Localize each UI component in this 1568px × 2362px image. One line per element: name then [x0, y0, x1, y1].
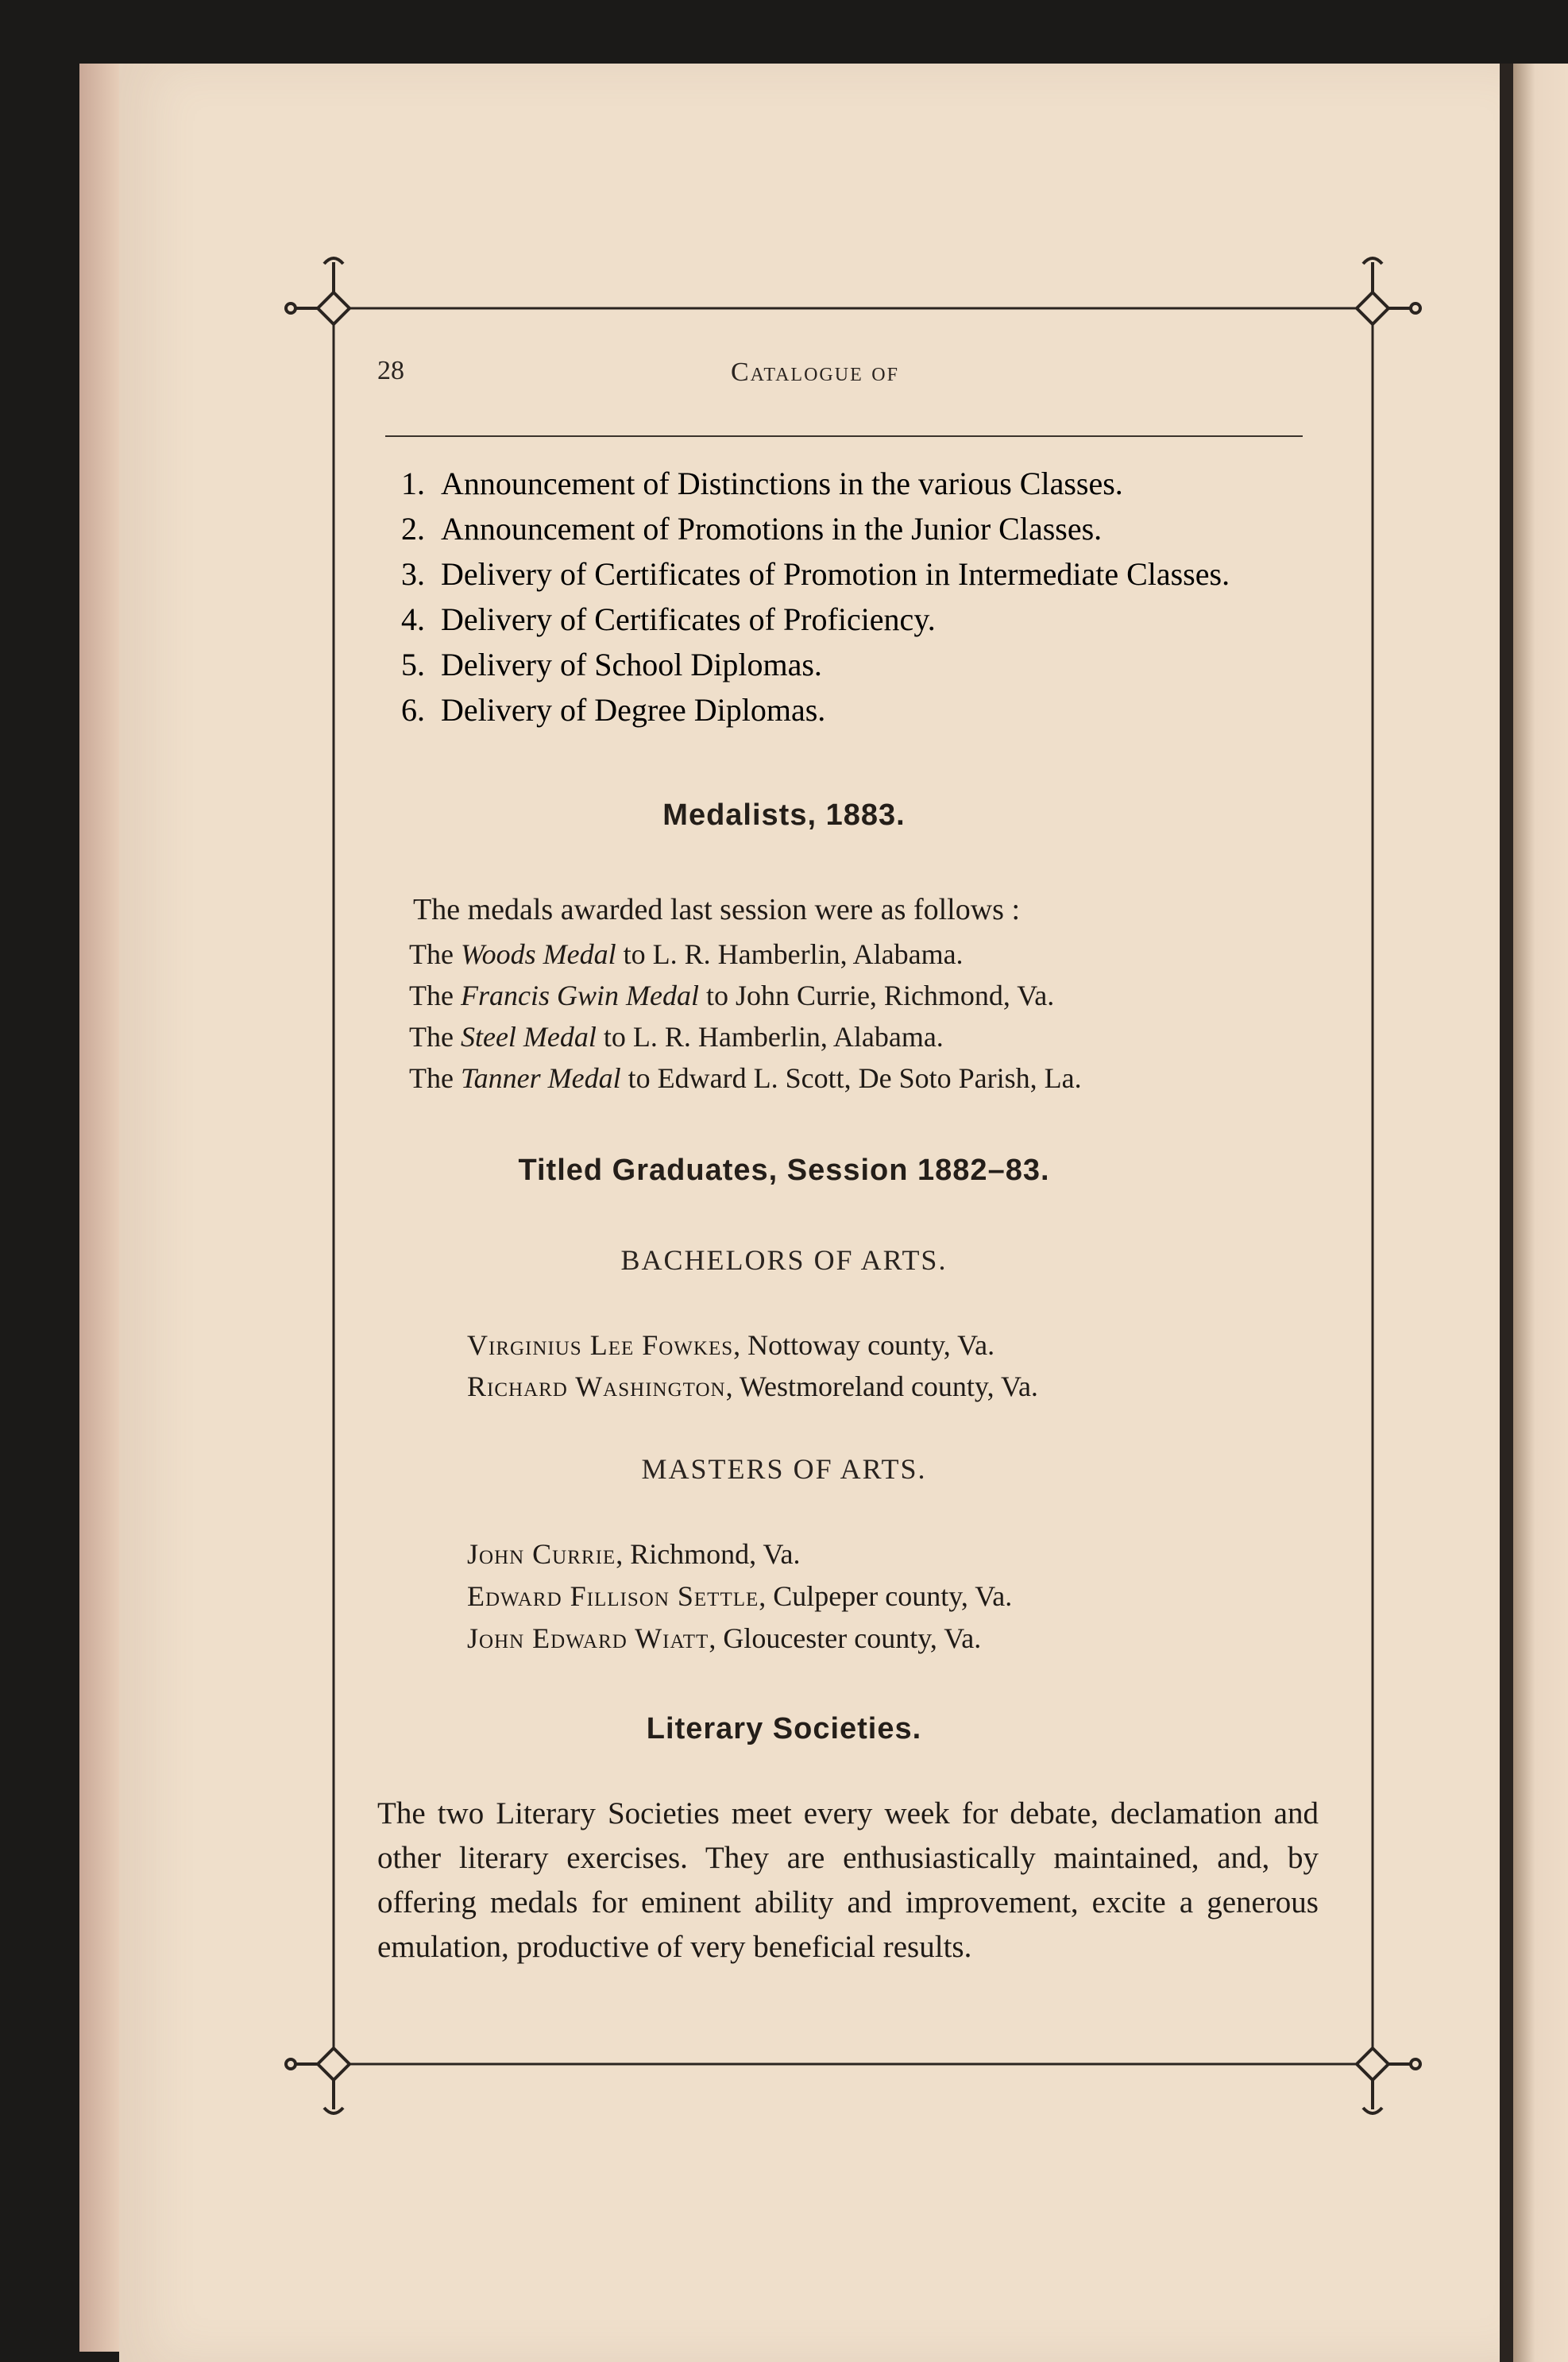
- masters-heading: MASTERS OF ARTS.: [641, 1453, 927, 1485]
- list-item: 6. Delivery of Degree Diplomas.: [401, 692, 826, 728]
- running-head: Catalogue of: [731, 358, 899, 387]
- page-number: 28: [377, 356, 404, 385]
- list-item: 2. Announcement of Promotions in the Junior Classes.: [401, 511, 1103, 547]
- graduate-entry: Virginius Lee Fowkes, Nottoway county, Va.: [467, 1329, 995, 1361]
- list-item: 1. Announcement of Distinctions in the various Classes.: [401, 466, 1123, 501]
- graduates-heading: Titled Graduates, Session 1882–83.: [518, 1154, 1050, 1187]
- bachelors-heading: BACHELORS OF ARTS.: [620, 1244, 948, 1276]
- medalists-intro: The medals awarded last session were as follows :: [413, 893, 1021, 926]
- graduate-entry: John Edward Wiatt, Gloucester county, Va.: [467, 1622, 982, 1654]
- literary-heading: Literary Societies.: [646, 1712, 922, 1745]
- list-item: 3. Delivery of Certificates of Promotion in Intermediate Classes.: [401, 556, 1230, 592]
- graduate-entry: Edward Fillison Settle, Culpeper county, Va.: [467, 1580, 1013, 1612]
- literary-paragraph: The two Literary Societies meet every week for debate, declamation and other literary exercises. They are enthusiastically maintained, and, by offering medals for eminent ability and improvement, excite a generous emulation, productive of very beneficial results.: [377, 1796, 1319, 1964]
- medal-line: The Tanner Medal to Edward L. Scott, De Soto Parish, La.: [409, 1062, 1082, 1094]
- medal-line: The Woods Medal to L. R. Hamberlin, Alabama.: [409, 938, 964, 970]
- corner-ornament-top-right: [1357, 258, 1420, 324]
- graduate-entry: Richard Washington, Westmoreland county, Va.: [467, 1370, 1038, 1402]
- medal-line: The Steel Medal to L. R. Hamberlin, Alabama.: [409, 1021, 944, 1053]
- header-rule: [385, 435, 1303, 437]
- list-item: 5. Delivery of School Diplomas.: [401, 647, 822, 682]
- corner-ornament-top-left: [286, 258, 350, 324]
- list-item: 4. Delivery of Certificates of Proficiency.: [401, 601, 936, 637]
- medal-line: The Francis Gwin Medal to John Currie, Richmond, Va.: [409, 980, 1055, 1011]
- page-header: [377, 356, 1299, 404]
- medalists-heading: Medalists, 1883.: [662, 798, 906, 832]
- graduate-entry: John Currie, Richmond, Va.: [467, 1538, 801, 1570]
- ceremony-order-list: [401, 461, 1354, 733]
- corner-ornament-bottom-left: [286, 2048, 350, 2113]
- corner-ornament-bottom-right: [1357, 2048, 1420, 2113]
